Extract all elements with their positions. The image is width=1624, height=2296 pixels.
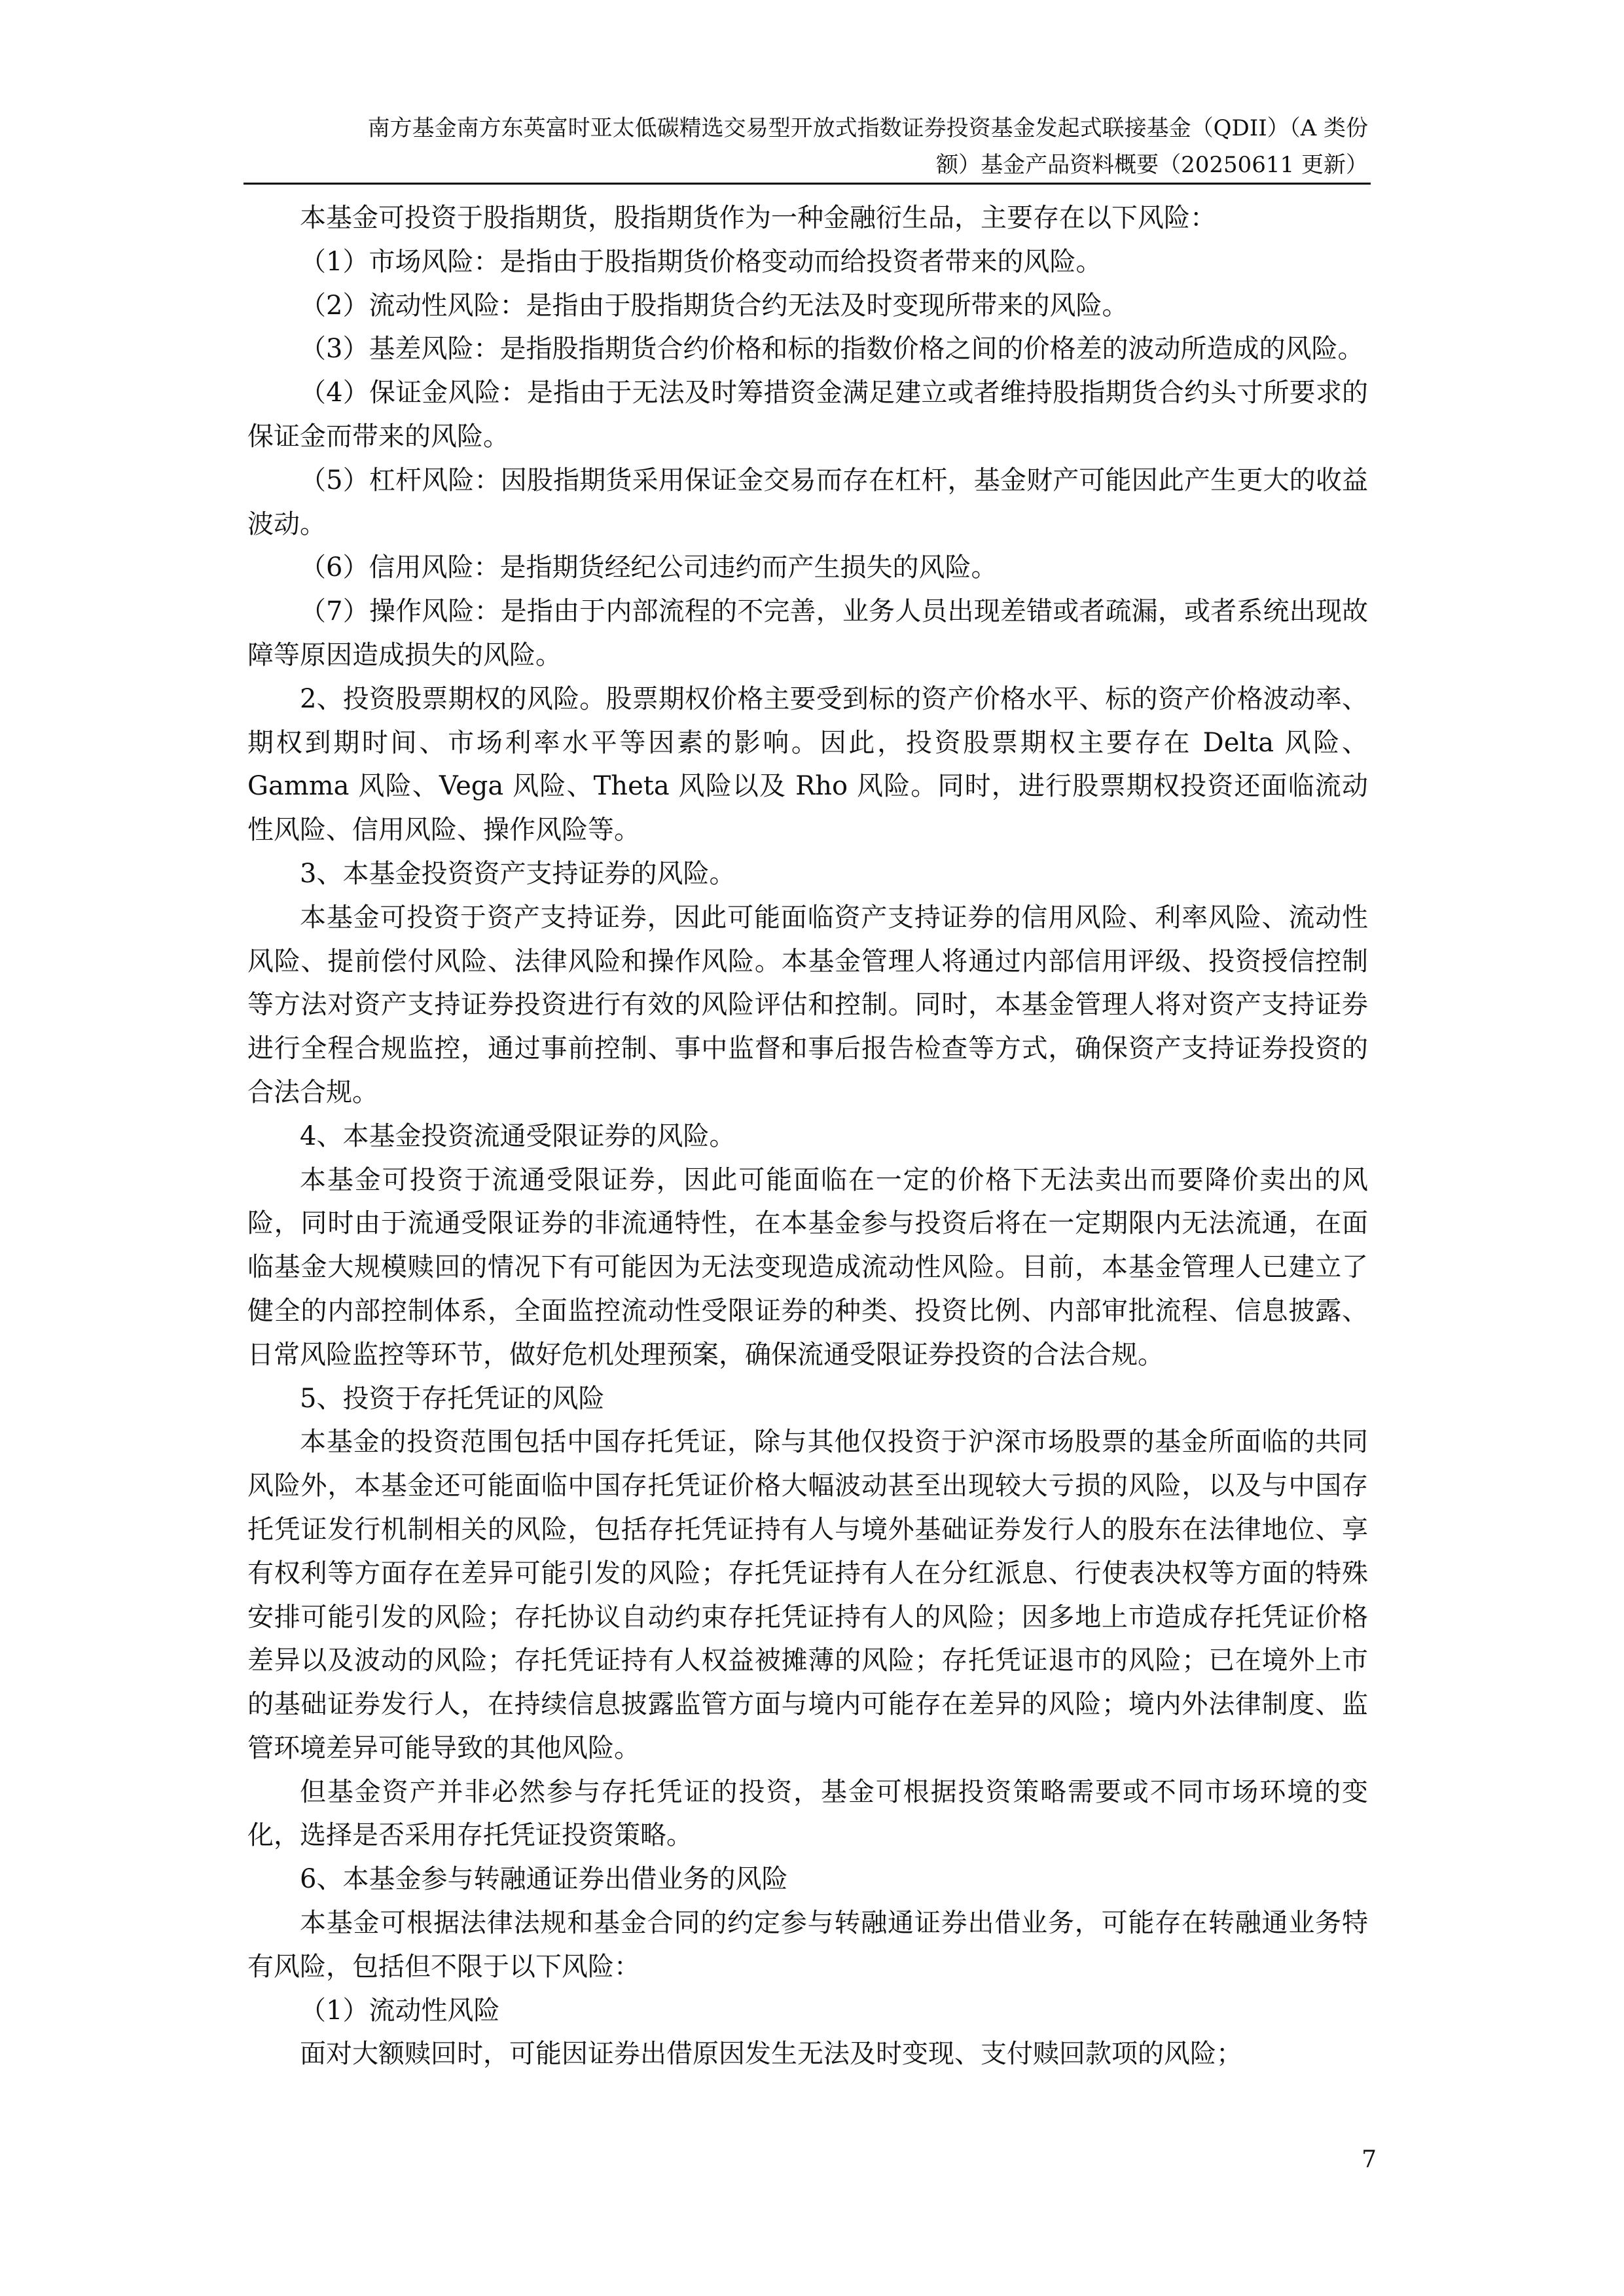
- paragraph-futures-leverage-risk: （5）杠杆风险：因股指期货采用保证金交易而存在杠杆，基金财产可能因此产生更大的收益波动。: [247, 465, 1368, 539]
- page-number: 7: [1362, 2146, 1377, 2173]
- heading-securities-lending-liquidity: （1）流动性风险: [300, 1995, 500, 2026]
- heading-restricted-securities: 4、本基金投资流通受限证券的风险。: [300, 1121, 736, 1151]
- paragraph-depositary-receipts: 本基金的投资范围包括中国存托凭证，除与其他仅投资于沪深市场股票的基金所面临的共同风险外，本基金还可能面临中国存托凭证价格大幅波动甚至出现较大亏损的风险，以及与中国存托凭证发行机制相关的风险，包括存托凭证持有人与境外基础证券发行人的股东在法律地位、享有权利等方面存在差异可能引发的风险；存托凭证持有人在分红派息、行使表决权等方面的特殊安排可能引发的风险；存托协议自动约束存托凭证持有人的风险；因多地上市造成存托凭证价格差异以及波动的风险；存托凭证持有人权益被摊薄的风险；存托凭证退市的风险；已在境外上市的基础证券发行人，在持续信息披露监管方面与境内可能存在差异的风险；境内外法律制度、监管环境差异可能导致的其他风险。: [247, 1427, 1368, 1763]
- paragraph-futures-margin-risk: （4）保证金风险：是指由于无法及时筹措资金满足建立或者维持股指期货合约头寸所要求的保证金而带来的风险。: [247, 378, 1368, 452]
- heading-depositary-receipts: 5、投资于存托凭证的风险: [300, 1383, 605, 1414]
- header-title-line-2: 额）基金产品资料概要（20250611 更新）: [936, 152, 1368, 178]
- paragraph-futures-credit-risk: （6）信用风险：是指期货经纪公司违约而产生损失的风险。: [300, 552, 998, 583]
- document-body: [247, 196, 1368, 2076]
- paragraph-securities-lending: 本基金可根据法律法规和基金合同的约定参与转融通证券出借业务，可能存在转融通业务特有风险，包括但不限于以下风险：: [247, 1908, 1368, 1982]
- header-title-line-1: 南方基金南方东英富时亚太低碳精选交易型开放式指数证券投资基金发起式联接基金（QDII）（A 类份: [367, 115, 1368, 141]
- paragraph-futures-intro: 本基金可投资于股指期货，股指期货作为一种金融衍生品，主要存在以下风险：: [300, 203, 1216, 233]
- header-divider: [244, 183, 1371, 185]
- paragraph-futures-liquidity-risk: （2）流动性风险：是指由于股指期货合约无法及时变现所带来的风险。: [300, 290, 1128, 321]
- paragraph-securities-lending-liquidity: 面对大额赎回时，可能因证券出借原因发生无法及时变现、支付赎回款项的风险；: [300, 2039, 1242, 2070]
- paragraph-futures-market-risk: （1）市场风险：是指由于股指期货价格变动而给投资者带来的风险。: [300, 246, 1102, 277]
- page-header: [245, 110, 1368, 183]
- paragraph-depositary-receipts-strategy: 但基金资产并非必然参与存托凭证的投资，基金可根据投资策略需要或不同市场环境的变化，选择是否采用存托凭证投资策略。: [247, 1776, 1368, 1851]
- paragraph-asset-backed-securities: 本基金可投资于资产支持证券，因此可能面临资产支持证券的信用风险、利率风险、流动性风险、提前偿付风险、法律风险和操作风险。本基金管理人将通过内部信用评级、投资授信控制等方法对资产支持证券投资进行有效的风险评估和控制。同时，本基金管理人将对资产支持证券进行全程合规监控，通过事前控制、事中监督和事后报告检查等方式，确保资产支持证券投资的合法合规。: [247, 902, 1368, 1107]
- paragraph-futures-basis-risk: （3）基差风险：是指股指期货合约价格和标的指数价格之间的价格差的波动所造成的风险。: [300, 334, 1364, 365]
- heading-asset-backed-securities: 3、本基金投资资产支持证券的风险。: [300, 858, 736, 889]
- heading-securities-lending: 6、本基金参与转融通证券出借业务的风险: [300, 1864, 788, 1895]
- paragraph-stock-options-risk: 2、投资股票期权的风险。股票期权价格主要受到标的资产价格水平、标的资产价格波动率、期权到期时间、市场利率水平等因素的影响。因此，投资股票期权主要存在 Delta 风险、Gamma 风险、Vega 风险、Theta 风险以及 Rho 风险。同时，进行股票期权投资还面临流动性风险、信用风险、操作风险等。: [247, 683, 1368, 846]
- paragraph-futures-operational-risk: （7）操作风险：是指由于内部流程的不完善，业务人员出现差错或者疏漏，或者系统出现故障等原因造成损失的风险。: [247, 596, 1368, 670]
- paragraph-restricted-securities: 本基金可投资于流通受限证券，因此可能面临在一定的价格下无法卖出而要降价卖出的风险，同时由于流通受限证券的非流通特性，在本基金参与投资后将在一定期限内无法流通，在面临基金大规模赎回的情况下有可能因为无法变现造成流动性风险。目前，本基金管理人已建立了健全的内部控制体系，全面监控流动性受限证券的种类、投资比例、内部审批流程、信息披露、日常风险监控等环节，做好危机处理预案，确保流通受限证券投资的合法合规。: [247, 1164, 1368, 1370]
